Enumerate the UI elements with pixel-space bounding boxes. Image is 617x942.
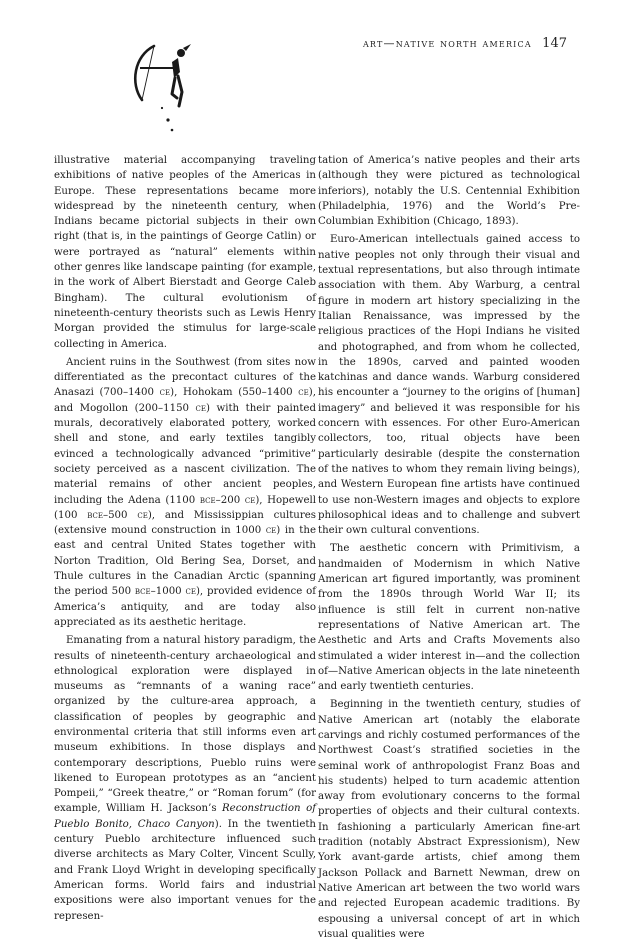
- running-head: [363, 36, 567, 51]
- right-paragraph-4: Beginning in the twentieth century, studies of Native American art (notably the elaborate carvings and richly costumed performances of the Northwest Coast’s stratified societies in the seminal work of anthropologist Franz Boas and his students) helped to turn academic attention away from evolutionary concerns to the formal properties of objects and their cultural contexts. In fashioning a particularly American fine-art tradition (notably Abstract Expressionism), New York avant-garde artists, chief among them Jackson Pollack and Barnett Newman, drew on Native American art between the two world wars and rejected European academic traditions. By espousing a universal concept of art in which visual qualities were: [318, 699, 580, 940]
- right-paragraph-1: tation of America’s native peoples and their arts (although they were pictured as technological inferiors), notably the U.S. Centennial Exhibition (Philadelphia, 1976) and the World’s Pre-Columbian Exhibition (Chicago, 1893).: [318, 155, 580, 228]
- reconstruction-title: Reconstruction of Pueblo Bonito, Chaco Canyon: [54, 803, 316, 830]
- left-paragraph-1: illustrative material accompanying traveling exhibitions of native peoples of the Americas in Europe. These representations became more widespread by the nineteenth century, when Indians became pictorial subjects in their own right (that is, in the paintings of George Catlin) or were portrayed as “natural” elements within other genres like landscape painting (for example, in the work of Albert Bierstadt and George Caleb Bingham). The cultural evolutionism of nineteenth-century theorists such as Lewis Henry Morgan provided the stimulus for large-scale collecting in America.: [54, 155, 316, 350]
- page-number: 147: [542, 36, 567, 51]
- petroglyph-archer-icon: [128, 38, 198, 138]
- left-paragraph-2: Ancient ruins in the Southwest (from sites now differentiated as the precontact cultures of the Anasazi (700–1400 ce), Hohokam (550–1400 ce), and Mogollon (200–1150 ce) with their painted murals, decoratively elaborated pottery, worked shell and stone, and early textiles tangibly evinced a technologically advanced “primitive” society perceived as a nascent civilization. The material remains of other ancient peoples, including the Adena (1100 bce–200 ce), Hopewell (100 bce–500 ce), and Mississippian cultures (extensive mound construction in 1000 ce) in the east and central United States together with Norton Tradition, Old Bering Sea, Dorset, and Thule cultures in the Canadian Arctic (spanning the period 500 bce–1000 ce), provided evidence of America’s antiquity, and are today also appreciated as its aesthetic heritage.: [54, 356, 316, 628]
- running-title: art—native north america: [362, 37, 532, 50]
- left-paragraph-3: Emanating from a natural history paradigm, the results of nineteenth-century archaeological and ethnological exploration were displayed in museums as “remnants of a waning race” organized by the culture-area approach, a classification of peoples by geographic and environmental criteria that still informs even art museum exhibitions. In those displays and contemporary descriptions, Pueblo ruins were likened to European prototypes as an “ancient Pompeii,” “Greek theatre,” or “Roman forum” (for example, William H. Jackson’s Reconstruction of Pueblo Bonito, Chaco Canyon). In the twentieth century Pueblo architecture influenced such diverse architects as Mary Colter, Vincent Scully, and Frank Lloyd Wright in developing specifically American forms. World fairs and industrial expositions were also important venues for the represen-: [54, 635, 316, 922]
- left-column: [54, 153, 316, 924]
- right-paragraph-2: Euro-American intellectuals gained access to native peoples not only through their visual and textual representations, but also through intimate association with them. Aby Warburg, a central figure in modern art history specializing in the Italian Renaissance, was impressed by the religious practices of the Hopi Indians he visited and photographed, and from whom he collected, in the 1890s, carved and painted wooden katchinas and dance wands. Warburg considered his encounter a “journey to the origins of [human] imagery” and believed it was responsible for his concern with essences. For other Euro-American collectors, too, ritual objects have been particularly desirable (despite the consternation of the natives to whom they remain living beings), and Western European fine artists have continued to use non-Western images and objects to explore philosophical ideas and to challenge and subvert their own cultural conventions.: [318, 234, 580, 537]
- right-column: [318, 153, 580, 942]
- right-paragraph-3: The aesthetic concern with Primitivism, a handmaiden of Modernism in which Native American art figured importantly, was prominent from the 1890s through World War II; its influence is still felt in current non-native representations of Native American art. The Aesthetic and Arts and Crafts Movements also stimulated a wider interest in—and the collection of—Native American objects in the late nineteenth and early twentieth centuries.: [318, 543, 580, 693]
